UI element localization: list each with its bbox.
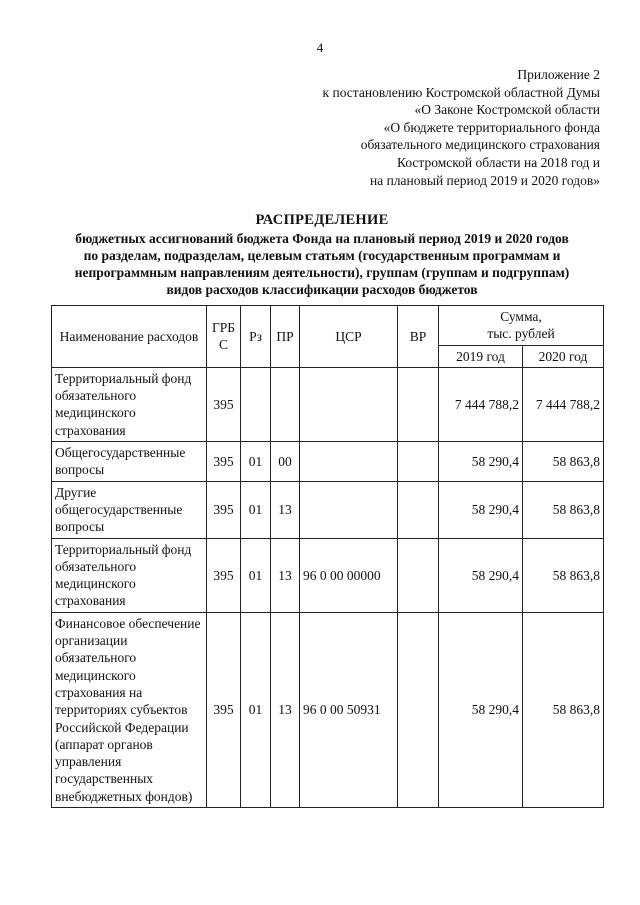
row-sum-2019: 58 290,4 xyxy=(439,442,523,482)
appendix-note xyxy=(323,66,600,189)
table-row xyxy=(52,612,604,807)
appendix-line: «О Законе Костромской области xyxy=(414,102,600,118)
row-rz: 01 xyxy=(241,538,271,612)
header-grbs-line: ГРБ xyxy=(211,320,236,336)
row-sum-2019: 58 290,4 xyxy=(439,538,523,612)
row-sum-2020: 58 863,8 xyxy=(523,538,604,612)
row-sum-2019: 58 290,4 xyxy=(439,612,523,807)
title-line: непрограммным направлениям деятельности), группам (группам и подгруппам) xyxy=(74,265,570,280)
row-grbs: 395 xyxy=(207,367,241,441)
row-pr: 13 xyxy=(271,481,300,538)
table-row xyxy=(52,367,604,441)
document-title xyxy=(40,212,604,298)
row-pr: 13 xyxy=(271,612,300,807)
row-vr xyxy=(398,367,439,441)
row-pr: 00 xyxy=(271,442,300,482)
row-sum-2020: 7 444 788,2 xyxy=(523,367,604,441)
header-rz: Рз xyxy=(241,306,271,368)
row-name: Территориальный фонд обязательного медицинского страхования xyxy=(52,367,207,441)
page-number: 4 xyxy=(316,40,324,55)
row-vr xyxy=(398,538,439,612)
row-rz: 01 xyxy=(241,612,271,807)
header-sum-line: тыс. рублей xyxy=(487,326,555,342)
table-row xyxy=(52,442,604,482)
header-year-2019: 2019 год xyxy=(439,345,523,367)
budget-table xyxy=(51,305,604,808)
row-grbs: 395 xyxy=(207,538,241,612)
row-csr xyxy=(300,442,398,482)
row-vr xyxy=(398,481,439,538)
row-grbs: 395 xyxy=(207,481,241,538)
row-vr xyxy=(398,442,439,482)
row-rz xyxy=(241,367,271,441)
appendix-line: Приложение 2 xyxy=(517,67,600,82)
title-line: видов расходов классификации расходов бюджетов xyxy=(166,282,478,297)
header-vr: ВР xyxy=(398,306,439,368)
row-rz: 01 xyxy=(241,442,271,482)
row-grbs: 395 xyxy=(207,442,241,482)
row-sum-2020: 58 863,8 xyxy=(523,612,604,807)
appendix-line: Костромской области на 2018 год и xyxy=(397,154,600,170)
row-pr xyxy=(271,367,300,441)
table-row xyxy=(52,538,604,612)
row-vr xyxy=(398,612,439,807)
row-rz: 01 xyxy=(241,481,271,538)
header-grbs xyxy=(207,306,241,368)
row-sum-2019: 7 444 788,2 xyxy=(439,367,523,441)
row-name: Территориальный фонд обязательного медицинского страхования xyxy=(52,538,207,612)
appendix-line: к постановлению Костромской областной Думы xyxy=(322,84,600,100)
header-year-2020: 2020 год xyxy=(523,345,604,367)
row-name: Другие общегосударственные вопросы xyxy=(52,481,207,538)
header-name: Наименование расходов xyxy=(52,306,207,368)
row-sum-2019: 58 290,4 xyxy=(439,481,523,538)
appendix-line: на плановый период 2019 и 2020 годов» xyxy=(369,172,600,188)
row-csr xyxy=(300,367,398,441)
title-line: по разделам, подразделам, целевым статьям (государственным программам и xyxy=(83,248,561,263)
row-grbs: 395 xyxy=(207,612,241,807)
row-name: Финансовое обеспечение организации обязательного медицинского страхования на территориях субъектов Российской Федерации (аппарат органов управления государственных внебюджетных фондов) xyxy=(52,612,207,807)
appendix-line: обязательного медицинского страхования xyxy=(360,137,600,153)
title-line: бюджетных ассигнований бюджета Фонда на плановый период 2019 и 2020 годов xyxy=(75,231,569,246)
row-pr: 13 xyxy=(271,538,300,612)
table-row xyxy=(52,481,604,538)
header-pr: ПР xyxy=(271,306,300,368)
header-sum-line: Сумма, xyxy=(500,309,542,324)
row-csr: 96 0 00 00000 xyxy=(300,538,398,612)
header-grbs-line: С xyxy=(218,337,228,353)
row-name: Общегосударственные вопросы xyxy=(52,442,207,482)
row-csr xyxy=(300,481,398,538)
row-sum-2020: 58 863,8 xyxy=(523,442,604,482)
appendix-line: «О бюджете территориального фонда xyxy=(383,119,600,135)
row-csr: 96 0 00 50931 xyxy=(300,612,398,807)
title-main: РАСПРЕДЕЛЕНИЕ xyxy=(255,212,389,228)
row-sum-2020: 58 863,8 xyxy=(523,481,604,538)
header-csr: ЦСР xyxy=(300,306,398,368)
header-sum xyxy=(439,306,604,346)
